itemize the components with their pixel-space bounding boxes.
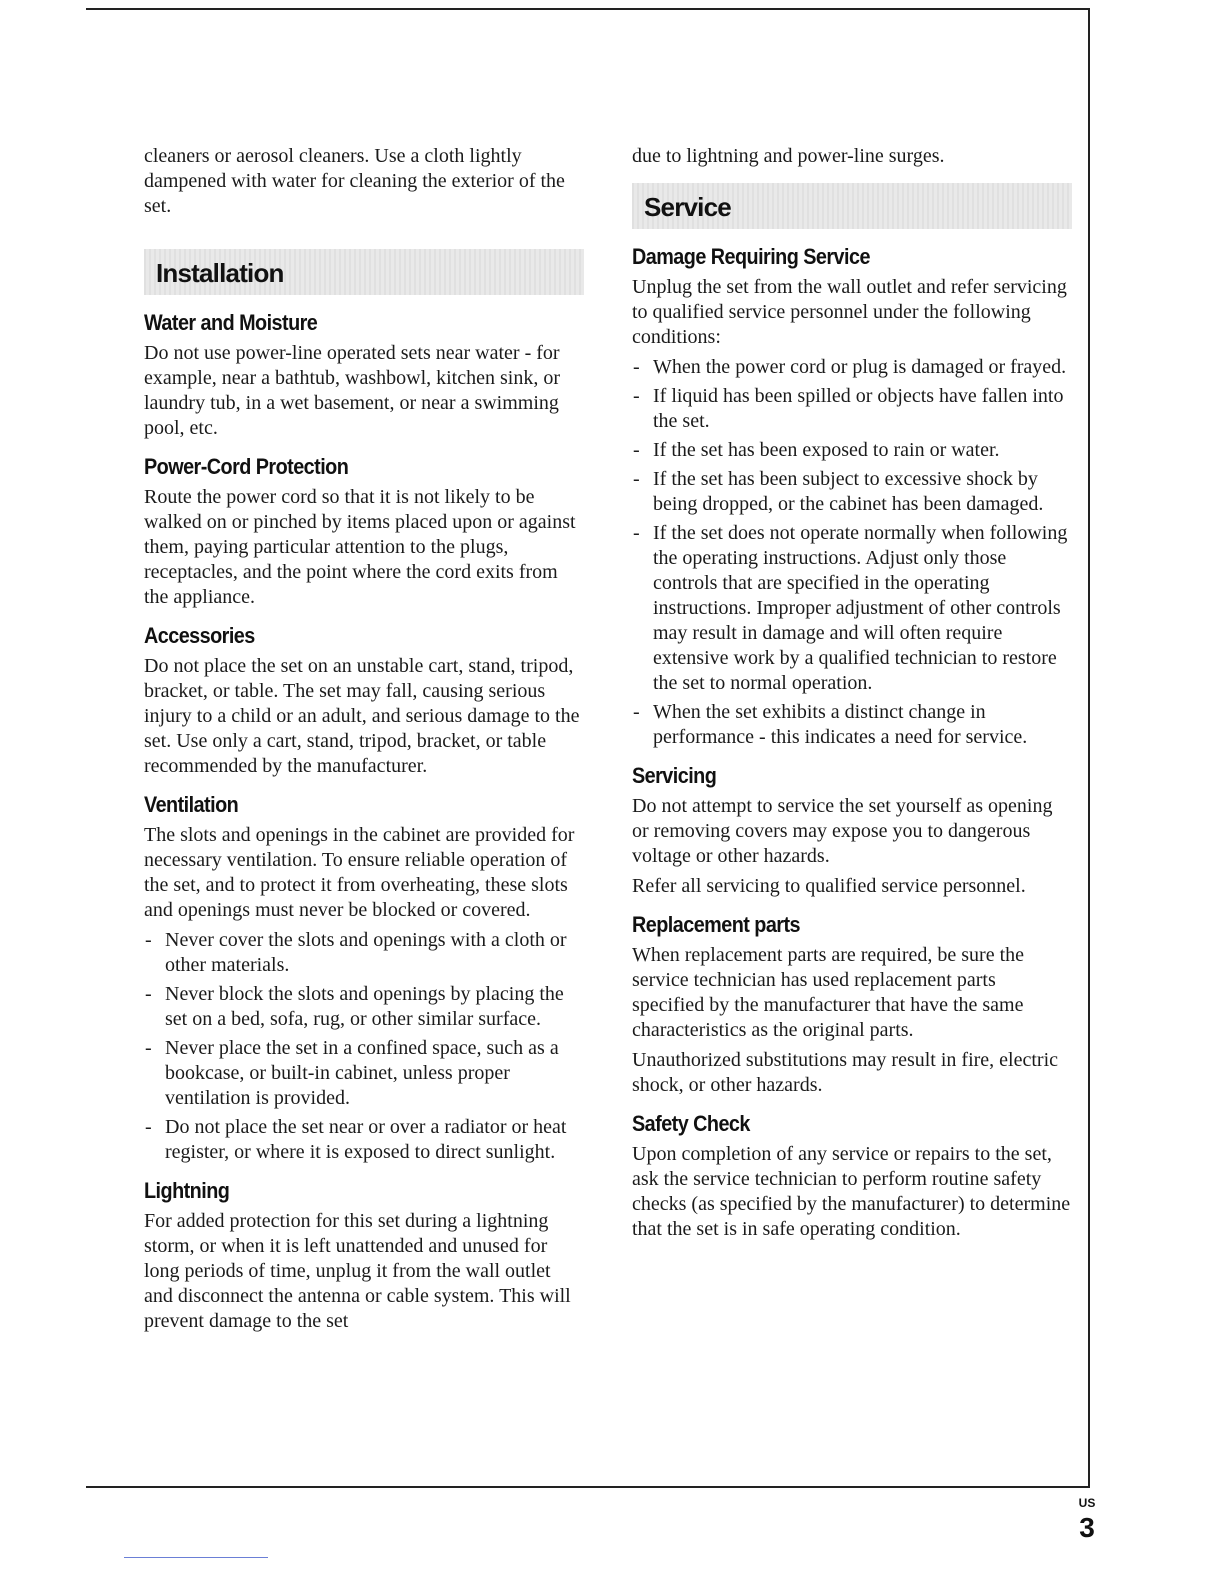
page-number-block (1078, 1496, 1096, 1544)
list-item: - Do not place the set near or over a radiator or heat register, or where it is exposed to direct sunlight. (144, 1115, 584, 1165)
damage-service-heading: Damage Requiring Service (632, 244, 870, 269)
list-item: - When the set exhibits a distinct change in performance - this indicates a need for service. (632, 700, 1072, 750)
power-cord-text: Route the power cord so that it is not likely to be walked on or pinched by items placed upon or against them, paying particular attention to the plugs, receptacles, and the point where the cord exits from the appliance. (144, 486, 576, 608)
country-code: US (1078, 1496, 1096, 1510)
list-item: - Never block the slots and openings by placing the set on a bed, sofa, rug, or other similar surface. (144, 982, 584, 1032)
ventilation-text: The slots and openings in the cabinet are provided for necessary ventilation. To ensure reliable operation of the set, and to protect it from overheating, these slots and openings must never be blocked or covered. (144, 824, 575, 921)
safety-check-heading: Safety Check (632, 1111, 750, 1136)
list-item: - If liquid has been spilled or objects have fallen into the set. (632, 384, 1072, 434)
ventilation-list (144, 928, 584, 1165)
right-border-rule (1088, 8, 1090, 1488)
list-item: - Never place the set in a confined space, such as a bookcase, or built-in cabinet, unless proper ventilation is provided. (144, 1036, 584, 1111)
list-item: - If the set has been subject to excessive shock by being dropped, or the cabinet has been damaged. (632, 467, 1072, 517)
damage-service-text: Unplug the set from the wall outlet and refer servicing to qualified service personnel under the following conditions: (632, 276, 1067, 348)
servicing-refer-text: Refer all servicing to qualified service personnel. (632, 875, 1026, 897)
service-section-band (632, 183, 1072, 229)
water-moisture-heading: Water and Moisture (144, 310, 318, 335)
left-column (144, 144, 584, 1339)
replacement-parts-heading: Replacement parts (632, 912, 800, 937)
ventilation-heading: Ventilation (144, 792, 239, 817)
servicing-heading: Servicing (632, 763, 717, 788)
accessories-heading: Accessories (144, 623, 255, 648)
list-item: - If the set does not operate normally when following the operating instructions. Adjust only those controls that are specified in the operating instructions. Improper adjustment of other controls may result in damage and will often require extensive work by a qualified technician to restore the set to normal operation. (632, 521, 1072, 696)
list-item: - If the set has been exposed to rain or water. (632, 438, 1072, 463)
accessories-text: Do not place the set on an unstable cart, stand, tripod, bracket, or table. The set may fall, causing serious injury to a child or an adult, and serious damage to the set. Use only a cart, stand, tripod, bracket, or table recommended by the manufacturer. (144, 655, 580, 777)
right-column (632, 144, 1072, 1247)
installation-heading: Installation (156, 258, 284, 288)
water-moisture-text: Do not use power-line operated sets near water - for example, near a bathtub, washbowl, kitchen sink, or laundry tub, in a wet basement, or near a swimming pool, etc. (144, 342, 560, 439)
replacement-parts-text: When replacement parts are required, be sure the service technician has used replacement parts specified by the manufacturer that have the same characteristics as the original parts. (632, 944, 1025, 1041)
top-border-rule (86, 8, 1090, 10)
intro-paragraph: cleaners or aerosol cleaners. Use a cloth lightly dampened with water for cleaning the exterior of the set. (144, 145, 565, 217)
list-item: - Never cover the slots and openings with a cloth or other materials. (144, 928, 584, 978)
safety-check-text: Upon completion of any service or repairs to the set, ask the service technician to perform routine safety checks (as specified by the manufacturer) to determine that the set is in safe operating condition. (632, 1143, 1071, 1240)
installation-section-band (144, 249, 584, 295)
lightning-text: For added protection for this set during a lightning storm, or when it is left unattended and unused for long periods of time, unplug it from the wall outlet and disconnect the antenna or cable system. This will prevent damage to the set (144, 1210, 571, 1332)
list-item: - When the power cord or plug is damaged or frayed. (632, 355, 1072, 380)
bottom-border-rule (86, 1486, 1090, 1488)
servicing-text: Do not attempt to service the set yourself as opening or removing covers may expose you to dangerous voltage or other hazards. (632, 795, 1053, 867)
continued-paragraph: due to lightning and power-line surges. (632, 145, 945, 167)
page-number: 3 (1079, 1512, 1095, 1543)
service-heading: Service (644, 192, 731, 222)
damage-conditions-list (632, 355, 1072, 750)
replacement-warning-text: Unauthorized substitutions may result in fire, electric shock, or other hazards. (632, 1049, 1058, 1096)
scan-mark-line (124, 1557, 268, 1558)
lightning-heading: Lightning (144, 1178, 230, 1203)
power-cord-heading: Power-Cord Protection (144, 454, 349, 479)
